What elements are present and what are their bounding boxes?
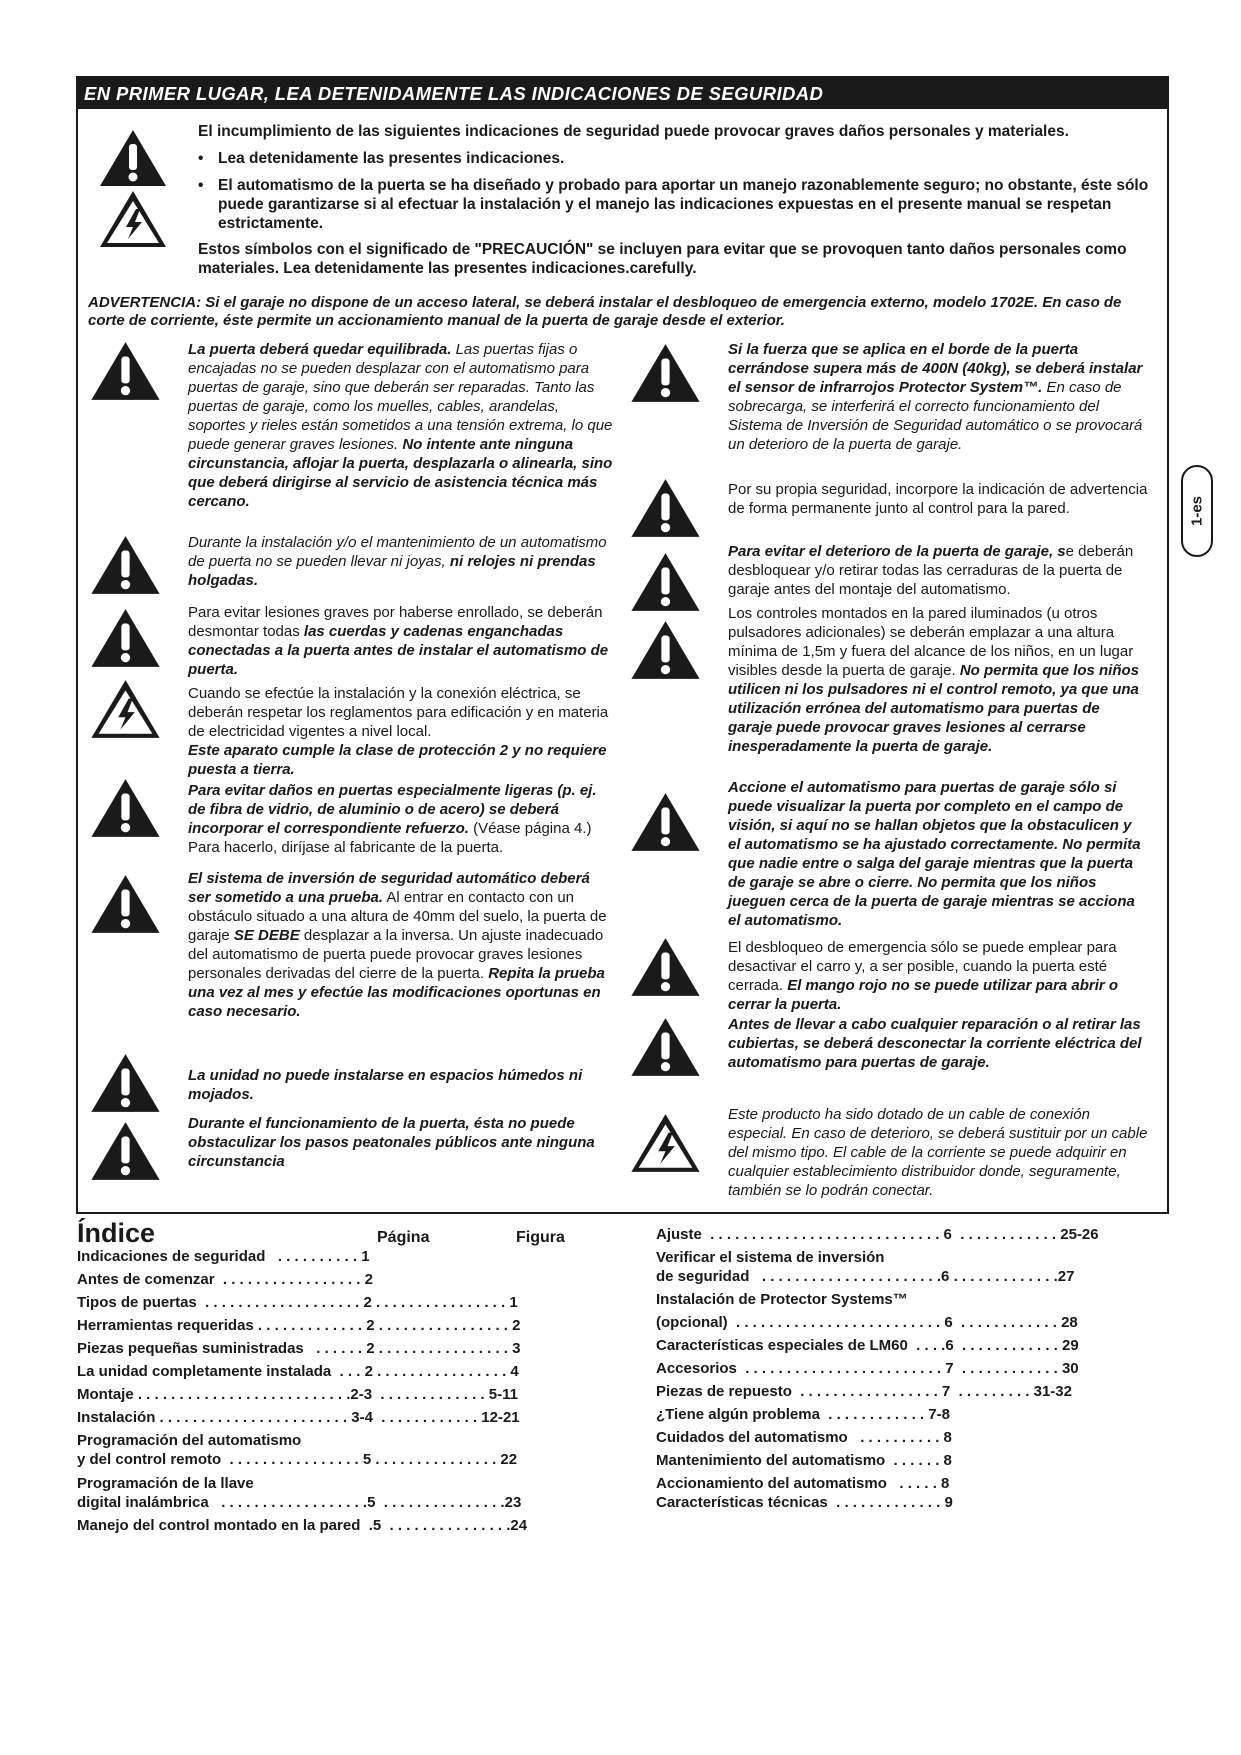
safety-paragraph: Accione el automatismo para puertas de garaje sólo si puede visualizar la puerta por completo en el campo de visión, si aquí no se hallan objetos que la obstaculicen y el automatismo se ha ajustado correctamente. No permita que nadie entre o salga del garaje mientras que la puerta de garaje se abre o cierre. No permita que los niños jueguen cerca de la puerta de garaje mientras se acciona el automatismo. — [728, 779, 1141, 929]
safety-paragraph: Para evitar lesiones graves por haberse enrollado, se deberán desmontar todas las cuerdas y cadenas enganchadas conectadas a la puerta antes de instalar el automatismo de puerta. — [188, 604, 609, 678]
electrical-hazard-icon — [98, 189, 168, 249]
electrical-hazard-icon — [88, 678, 163, 740]
symbols-note: Estos símbolos con el significado de "PRECAUCIÓN" se incluyen para evitar que se provoquen tanto daños personales como materiales. Lea detenidamente las presentes indicaciones.carefully. — [198, 241, 1127, 277]
safety-paragraph: Para evitar el deterioro de la puerta de garaje, se deberán desbloquear y/o retirar todas las cerraduras de la puerta de garaje antes del montaje del automatismo. — [728, 543, 1134, 598]
safety-paragraph: Los controles montados en la pared iluminados (u otros pulsadores adicionales) se deberán emplazar a una altura mínima de 1,5m y fuera del alcance de los niños, en un lugar visibles desde la puerta de garaje. No permita que los niños utilicen ni los pulsadores ni el control remoto, ya que una utilización errónea del automatismo para puertas de garaje puede provocar graves lesiones al cerrarse inesperadamente la puerta de garaje. — [728, 605, 1139, 755]
safety-paragraph: Para evitar daños en puertas especialmente ligeras (p. ej. de fibra de vidrio, de aluminio o de acero) se deberá incorporar el correspondiente refuerzo. (Véase página 4.) Para hacerlo, diríjase al fabricante de la puerta. — [188, 782, 597, 856]
safety-paragraph: La unidad no puede instalarse en espacios húmedos ni mojados. — [188, 1067, 583, 1103]
index-entry: Características técnicas . . . . . . . . . . . . . 9 — [656, 1494, 953, 1511]
warning-icon — [628, 619, 703, 681]
safety-paragraph: Si la fuerza que se aplica en el borde de la puerta cerrándose supera más de 400N (40kg), se deberá instalar el sensor de infrarrojos Protector System™. En caso de sobrecarga, se interferirá el correcto funcionamiento del Sistema de Inversión de Seguridad automático o se provocará un deterioro de la puerta de garaje. — [728, 341, 1143, 453]
safety-paragraph: La puerta deberá quedar equilibrada. Las puertas fijas o encajadas no se pueden desplazar con el automatismo para puertas de garaje, sino que deberán ser reparadas. Tanto las puertas de garaje, como los muelles, cables, arandelas, soportes y rieles están sometidos a una tensión extrema, lo que puede generar graves lesiones. No intente ante ninguna circunstancia, aflojar la puerta, desplazarla o alinearla, sino que deberá dirigirse al servicio de asistencia técnica más cercano. — [188, 341, 613, 510]
index-entry: Antes de comenzar . . . . . . . . . . . . . . . . . 2 — [77, 1271, 373, 1288]
index-entry: Piezas pequeñas suministradas . . . . . . 2 . . . . . . . . . . . . . . . . 3 — [77, 1340, 521, 1357]
index-entry: Verificar el sistema de inversión — [656, 1249, 885, 1266]
index-entry: Indicaciones de seguridad . . . . . . . . . . 1 — [77, 1248, 370, 1265]
warning-icon — [628, 791, 703, 853]
index-entry: Accesorios . . . . . . . . . . . . . . . . . . . . . . . . 7 . . . . . . . . . . . . 30 — [656, 1360, 1079, 1377]
warning-icon — [88, 607, 163, 669]
safety-paragraph: El desbloqueo de emergencia sólo se puede emplear para desactivar el carro y, a ser posible, cuando la puerta esté cerrada. El mango rojo no se puede utilizar para abrir o cerrar la puerta. — [728, 939, 1119, 1013]
warning-icon — [88, 873, 163, 935]
safety-header: EN PRIMER LUGAR, LEA DETENIDAMENTE LAS INDICACIONES DE SEGURIDAD — [78, 78, 1167, 109]
warning-icon — [88, 777, 163, 839]
index-entry: Instalación . . . . . . . . . . . . . . . . . . . . . . . 3-4 . . . . . . . . . . . . 12-21 — [77, 1409, 520, 1426]
warning-icon — [628, 1016, 703, 1078]
safety-section — [76, 76, 1169, 1214]
index-entry: y del control remoto . . . . . . . . . . . . . . . . 5 . . . . . . . . . . . . . . . 22 — [77, 1451, 518, 1468]
index-entry: Accionamiento del automatismo . . . . . 8 — [656, 1475, 950, 1492]
index-entry: Cuidados del automatismo . . . . . . . . . . 8 — [656, 1429, 952, 1446]
index-entry: Piezas de repuesto . . . . . . . . . . . . . . . . . 7 . . . . . . . . . 31-32 — [656, 1383, 1072, 1400]
warning-icon — [628, 936, 703, 998]
safety-paragraph: Durante el funcionamiento de la puerta, ésta no puede obstaculizar los pasos peatonales públicos ante ninguna circunstancia — [188, 1115, 595, 1170]
index-entry: Programación de la llave — [77, 1475, 254, 1492]
index-entry: Características especiales de LM60 . . . .6 . . . . . . . . . . . . 29 — [656, 1337, 1079, 1354]
safety-paragraph: Cuando se efectúe la instalación y la conexión eléctrica, se deberán respetar los reglamentos para edificación y en materia de electricidad vigentes a nivel local. Este aparato cumple la clase de protección 2 y no requiere puesta a tierra. — [188, 685, 609, 778]
index-entry: Instalación de Protector Systems™ — [656, 1291, 908, 1308]
index-entry: La unidad completamente instalada . . . 2 . . . . . . . . . . . . . . . . 4 — [77, 1363, 519, 1380]
safety-paragraph: Antes de llevar a cabo cualquier reparación o al retirar las cubiertas, se deberá desconectar la corriente eléctrica del automatismo para puertas de garaje. — [728, 1016, 1142, 1071]
warning-icon — [88, 534, 163, 596]
bullet-item: • El automatismo de la puerta se ha diseñado y probado para aportar un manejo razonablemente seguro; no obstante, éste sólo puede garantizarse si al efectuar la instalación y el manejo las indicaciones expuestas en el presente manual se respetan estrictamente. — [198, 177, 1149, 232]
safety-paragraph: Este producto ha sido dotado de un cable de conexión especial. En caso de deterioro, se deberá sustituir por un cable del mismo tipo. El cable de la corriente se puede adquirir en cualquier establecimiento distribuidor donde, seguramente, también se lo podrán conectar. — [728, 1106, 1148, 1199]
index-entry: digital inalámbrica . . . . . . . . . . . . . . . . . .5 . . . . . . . . . . . . . . .23 — [77, 1494, 522, 1511]
index-entry: (opcional) . . . . . . . . . . . . . . . . . . . . . . . . . 6 . . . . . . . . . . . . 28 — [656, 1314, 1078, 1331]
index-col-page: Página — [377, 1229, 430, 1246]
safety-paragraph: El sistema de inversión de seguridad automático deberá ser sometido a una prueba. Al entrar en contacto con un obstáculo situado a una altura de 40mm del suelo, la puerta de garaje SE DEBE desplazar a la inversa. Un ajuste inadecuado del automatismo de puerta puede provocar graves lesiones personales derivadas del cierre de la puerta. Repita la prueba una vez al mes y efectúe las modificaciones oportunas en caso necesario. — [188, 870, 607, 1020]
safety-paragraph: Durante la instalación y/o el mantenimiento de un automatismo de puerta no se pueden llevar ni joyas, ni relojes ni prendas holgadas. — [188, 534, 607, 589]
warning-icon — [628, 477, 703, 539]
page-tab: 1-es — [1181, 465, 1213, 557]
index-entry: Ajuste . . . . . . . . . . . . . . . . . . . . . . . . . . . . 6 . . . . . . . . . . . . 25-26 — [656, 1226, 1099, 1243]
index-title: Índice — [77, 1218, 156, 1248]
advertencia-note: ADVERTENCIA: Si el garaje no dispone de un acceso lateral, se deberá instalar el desbloqueo de emergencia externo, modelo 1702E. En caso de corte de corriente, éste permite un accionamiento manual de la puerta de garaje desde el exterior. — [88, 294, 1122, 329]
index-col-figure: Figura — [516, 1229, 565, 1246]
index-entry: Tipos de puertas . . . . . . . . . . . . . . . . . . . 2 . . . . . . . . . . . . . . . . 1 — [77, 1294, 518, 1311]
warning-icon — [628, 342, 703, 404]
electrical-hazard-icon — [628, 1112, 703, 1174]
index-entry: Mantenimiento del automatismo . . . . . . 8 — [656, 1452, 952, 1469]
safety-paragraph: Por su propia seguridad, incorpore la indicación de advertencia de forma permanente junto al control para la pared. — [728, 481, 1148, 517]
warning-icon — [88, 1052, 163, 1114]
warning-icon — [88, 340, 163, 402]
bullet-item: • Lea detenidamente las presentes indicaciones. — [198, 150, 565, 167]
index-entry: Herramientas requeridas . . . . . . . . . . . . . 2 . . . . . . . . . . . . . . . . 2 — [77, 1317, 521, 1334]
warning-icon — [628, 551, 703, 613]
intro-line: El incumplimiento de las siguientes indicaciones de seguridad puede provocar graves daños personales y materiales. — [198, 123, 1069, 140]
index-entry: Montaje . . . . . . . . . . . . . . . . . . . . . . . . . .2-3 . . . . . . . . . . . . . 5-11 — [77, 1386, 518, 1403]
index-entry: ¿Tiene algún problema . . . . . . . . . . . . 7-8 — [656, 1406, 950, 1423]
warning-icon — [98, 128, 168, 188]
index-entry: Manejo del control montado en la pared .5 . . . . . . . . . . . . . . .24 — [77, 1517, 528, 1534]
index-entry: Programación del automatismo — [77, 1432, 302, 1449]
index-entry: de seguridad . . . . . . . . . . . . . . . . . . . . . .6 . . . . . . . . . . . . .27 — [656, 1268, 1075, 1285]
warning-icon — [88, 1120, 163, 1182]
